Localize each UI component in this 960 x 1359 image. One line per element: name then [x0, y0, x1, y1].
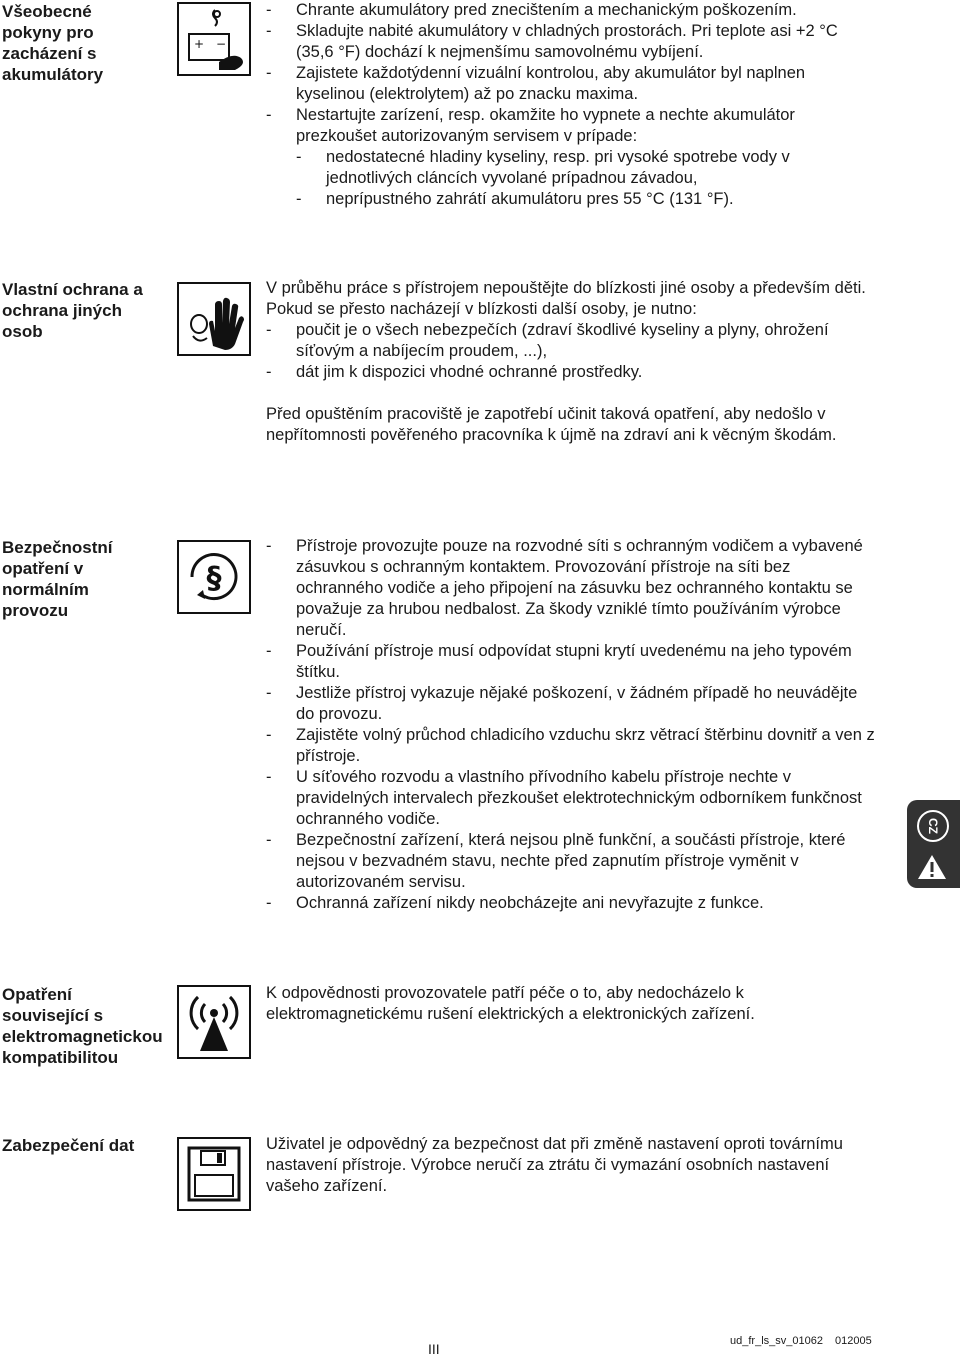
page-number: III: [428, 1341, 440, 1357]
emc-content: [266, 983, 876, 1025]
battery-subitem: - neprípustného zahrátí akumulátoru pres 55 °C (131 °F).: [296, 189, 876, 210]
protection-content: [266, 278, 876, 446]
safety-item: - Ochranná zařízení nikdy neobcházejte ani nevyřazujte z funkce.: [266, 893, 876, 914]
safety-item: - Zajistěte volný průchod chladicího vzduchu skrz větrací štěrbinu dovnitř a ven z přístroje.: [266, 725, 876, 767]
protection-intro: V průběhu práce s přístrojem nepouštějte do blízkosti jiné osoby a především děti. Pokud se přesto nacházejí v blízkosti další osoby, je nutno:: [266, 279, 866, 318]
emc-text: K odpovědnosti provozovatele patří péče o to, aby nedocházelo k elektromagnetickému rušení elektrických a elektronických zařízení.: [266, 984, 755, 1023]
protection-heading: Vlastní ochrana a ochrana jiných osob: [2, 280, 143, 341]
document-code: ud_fr_ls_sv_01062: [730, 1335, 823, 1347]
battery-content: [266, 0, 876, 210]
safety-content: [266, 536, 876, 914]
safety-item: - Přístroje provozujte pouze na rozvodné síti s ochranným vodičem a vybavené zásuvkou s ochranným kontaktem. Provozování přístroje na síti bez ochranného vodiče a jeho připojení na zásuvku bez ochranného kontaktu se považuje za hrubou nedbalost. Za škody vzniklé tímto používáním výrobce neručí.: [266, 536, 876, 641]
protection-item: - poučit je o všech nebezpečích (zdraví škodlivé kyseliny a plyny, ohrožení síťovým a nabíjecím proudem, ...),: [266, 320, 876, 362]
regulation-icon: [177, 540, 251, 614]
no-entry-hand-icon: [177, 282, 251, 356]
emc-heading: Opatření související s elektromagnetickou kompatibilitou: [2, 985, 163, 1067]
language-label: CZ: [917, 810, 949, 842]
floppy-disk-icon: [177, 1137, 251, 1211]
battery-heading: Všeobecné pokyny pro zacházení s akumulátory: [2, 2, 104, 84]
safety-item: - Bezpečnostní zařízení, která nejsou plně funkční, a součásti přístroje, které nejsou v bezvadném stavu, nechte před zapnutím přístroje vyměnit v autorizovaném servisu.: [266, 830, 876, 893]
battery-item: - Skladujte nabité akumulátory v chladných prostorách. Pri teplote asi +2 °C (35,6 °F) dochází k nejmenšímu samovolnému vybíjení.: [266, 21, 876, 63]
battery-item: - Chrante akumulátory pred znecištením a mechanickým poškozením.: [266, 0, 876, 21]
safety-item: - Jestliže přístroj vykazuje nějaké poškození, v žádném případě ho neuvádějte do provozu.: [266, 683, 876, 725]
battery-subitem: - nedostatecné hladiny kyseliny, resp. pri vysoké spotrebe vody v jednotlivých cláncích vyvolané prípadnou závadou,: [296, 147, 876, 189]
svg-text:+: +: [194, 37, 205, 51]
document-date: 012005: [835, 1335, 872, 1347]
protection-item: - dát jim k dispozici vhodné ochranné prostředky.: [266, 362, 876, 383]
svg-text:§: §: [206, 561, 222, 596]
battery-item: [266, 105, 876, 210]
safety-item: - Používání přístroje musí odpovídat stupni krytí uvedenému na jeho typovém štítku.: [266, 641, 876, 683]
data-heading: Zabezpečení dat: [2, 1136, 135, 1155]
data-text: Uživatel je odpovědný za bezpečnost dat při změně nastavení oproti továrnímu nastavení přístroje. Výrobce neručí za ztrátu či vymazání osobních nastavení vašeho zařízení.: [266, 1135, 843, 1195]
battery-item-text: Nestartujte zarízení, resp. okamžite ho vypnete a nechte akumulátor prezkoušet autorizovaným servisem v prípade:: [296, 106, 795, 145]
protection-outro: Před opuštěním pracoviště je zapotřebí učinit taková opatření, aby nedošlo v nepřítomnosti pověřeného pracovníka k újmě na zdraví ani k věcným škodám.: [266, 405, 837, 444]
warning-icon: [917, 854, 947, 880]
safety-item: - U síťového rozvodu a vlastního přívodního kabelu přístroje nechte v pravidelných intervalech přezkoušet elektrotechnickým odborníkem funkčnost ochranného vodiče.: [266, 767, 876, 830]
battery-icon: [177, 2, 251, 76]
safety-heading: Bezpečnostní opatření v normálním provozu: [2, 538, 113, 620]
battery-item: - Zajistete každotýdenní vizuální kontrolou, aby akumulátor byl naplnen kyselinou (elektrolytem) až po znacku maxima.: [266, 63, 876, 105]
language-tab: [907, 800, 960, 888]
electromagnetic-radiation-icon: [177, 985, 251, 1059]
svg-text:−: −: [216, 37, 227, 51]
data-content: [266, 1134, 876, 1197]
